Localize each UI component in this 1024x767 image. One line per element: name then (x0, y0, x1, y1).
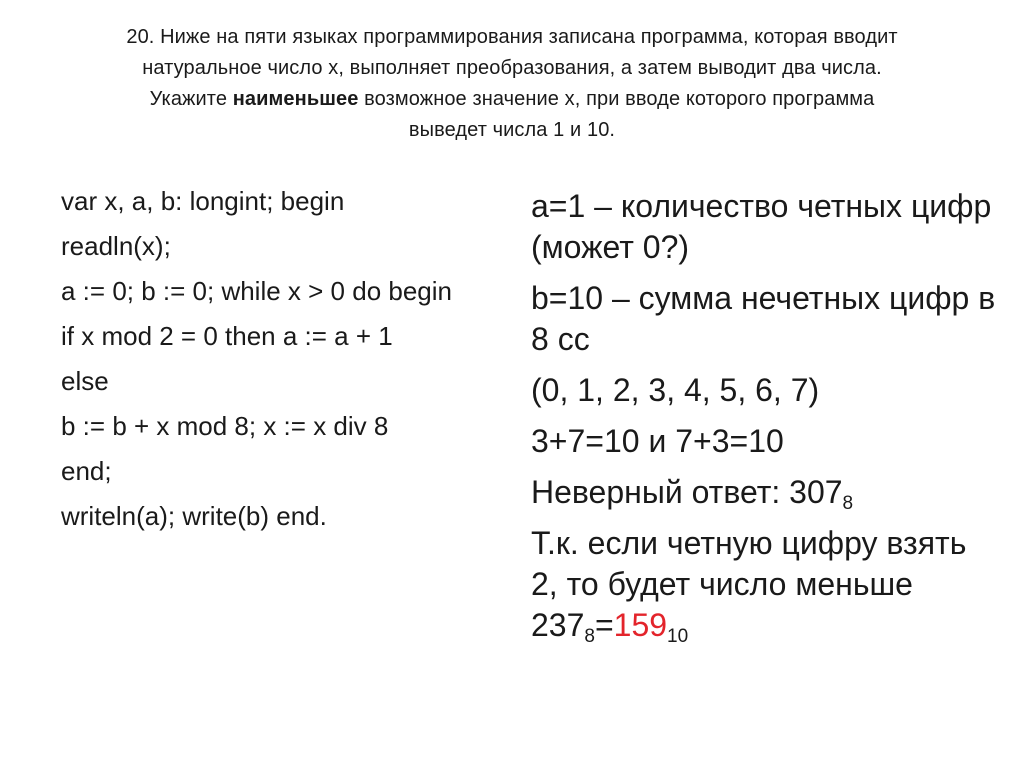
header-line-3-pre: Укажите (149, 88, 233, 110)
note-conclusion (531, 523, 1001, 646)
answer-value: 159 (613, 607, 668, 643)
header-emphasis: наименьшее (232, 88, 359, 110)
solution-notes (531, 186, 1001, 656)
note-even-count: a=1 – количество четных цифр (может 0?) (531, 188, 992, 265)
conclusion-equals: = (594, 607, 614, 643)
code-line-5: else (61, 366, 109, 396)
note-sums: 3+7=10 и 7+3=10 (531, 423, 784, 459)
code-line-4: if x mod 2 = 0 then a := a + 1 (61, 321, 393, 351)
code-line-2: readln(x); (61, 231, 171, 261)
wrong-answer-text: Неверный ответ: 307 (531, 474, 843, 510)
conclusion-base-8: 8 (584, 626, 595, 647)
program-code (61, 184, 491, 544)
header-line-4: выведет числа 1 и 10. (408, 119, 616, 141)
header-line-3 (40, 84, 984, 115)
note-odd-sum: b=10 – сумма нечетных цифр в 8 сс (531, 280, 996, 357)
note-wrong-answer (531, 472, 1001, 513)
code-line-3: a := 0; b := 0; while x > 0 do begin (61, 276, 452, 306)
header-line-3-post: возможное значение x, при вводе которого программа (358, 88, 875, 110)
task-header (40, 22, 984, 146)
code-line-1: var x, a, b: longint; begin (61, 186, 345, 216)
header-line-2: натуральное число x, выполняет преобразования, а затем выводит два числа. (142, 57, 882, 79)
wrong-answer-base: 8 (842, 493, 854, 514)
code-line-8: writeln(a); write(b) end. (61, 501, 327, 531)
code-line-6: b := b + x mod 8; x := x div 8 (61, 411, 389, 441)
conclusion-text: Т.к. если четную цифру взять 2, то будет число меньше 237 (531, 525, 967, 643)
note-digits: (0, 1, 2, 3, 4, 5, 6, 7) (531, 372, 820, 408)
header-line-1: 20. Ниже на пяти языках программирования записана программа, которая вводит (126, 26, 898, 48)
code-line-7: end; (61, 456, 112, 486)
conclusion-base-10: 10 (667, 626, 689, 647)
